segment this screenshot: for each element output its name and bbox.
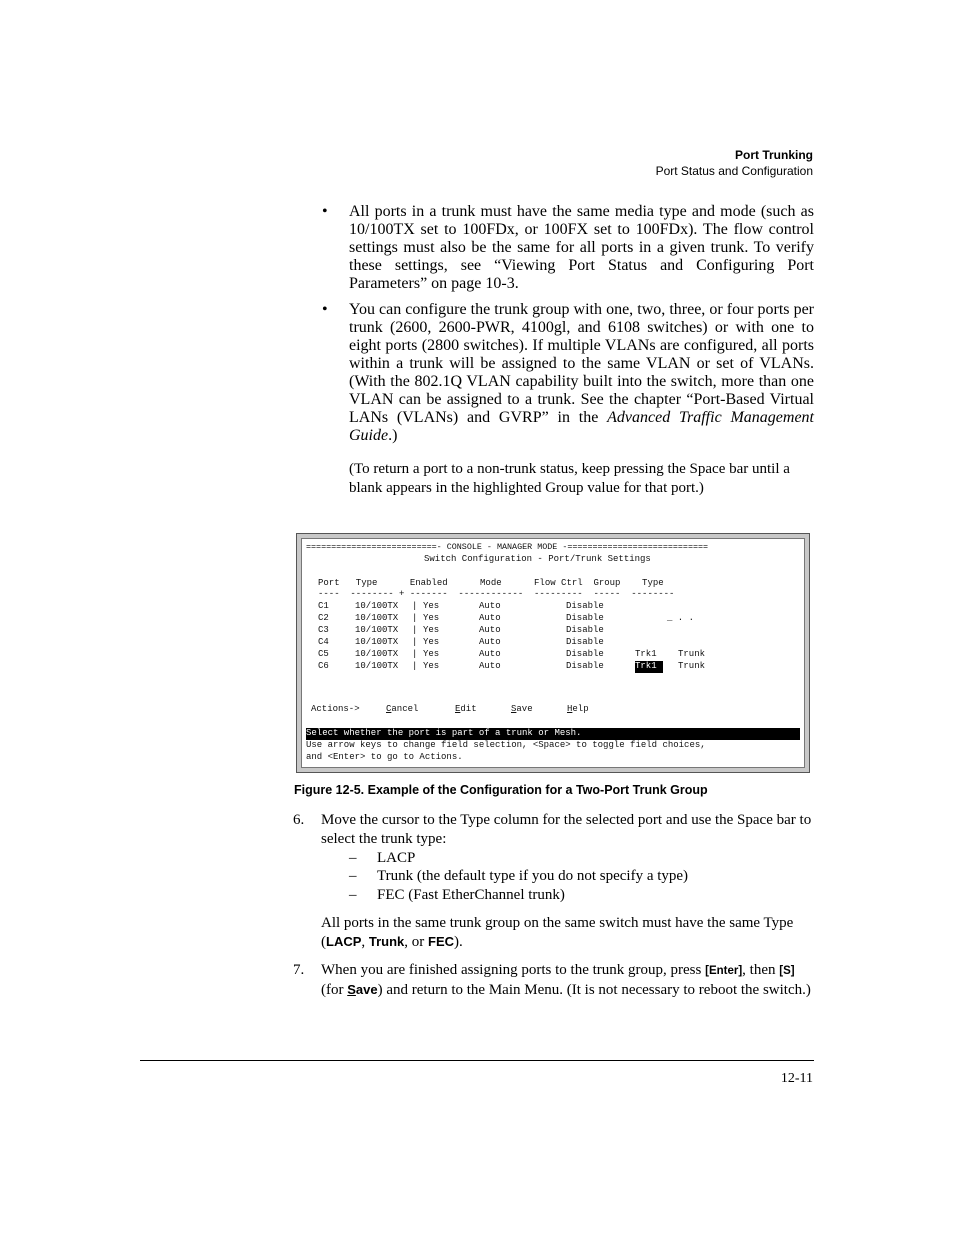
bullet-icon: • — [322, 203, 328, 220]
trunk-type-field[interactable]: Trunk — [678, 649, 706, 659]
console-status-line: Select whether the port is part of a trunk or Mesh. — [306, 728, 800, 740]
running-header-chapter: Port Trunking — [735, 148, 813, 162]
s-key: [S] — [779, 965, 795, 977]
enter-key: [Enter] — [705, 965, 743, 977]
step-6-note: All ports in the same trunk group on the same switch must have the same Type (LACP, Trunk, or FEC). — [321, 915, 794, 950]
group-field-highlighted[interactable]: Trk1 — [635, 661, 663, 673]
cursor-marker: _ . . — [667, 613, 695, 623]
console-subtitle: Switch Configuration - Port/Trunk Settings — [424, 554, 651, 564]
bullet-icon: • — [322, 301, 328, 318]
console-column-headers: Port Type Enabled Mode Flow Ctrl Group Type — [318, 578, 664, 588]
actions-label: Actions-> — [311, 704, 360, 714]
edit-action[interactable]: Edit — [455, 704, 477, 714]
console-title-bar: ==========================- CONSOLE - MANAGER MODE -============================ — [306, 542, 709, 552]
footer-rule — [140, 1060, 814, 1061]
figure-caption: Figure 12-5. Example of the Configuration for a Two-Port Trunk Group — [294, 783, 708, 797]
note-paragraph: (To return a port to a non-trunk status, keep pressing the Space bar until a blank appears in the highlighted Group value for that port.) — [349, 461, 790, 496]
console-screen: ==========================- CONSOLE - MANAGER MODE -============================ Switch Configuration - Port/Trunk Settings Port Type Enabled Mode Flow Ctrl Group Type ---- -------- + ------- ------------ --------- ----- -------- C1 10/100TX | Yes Auto Disable C2 10/100TX | Yes Auto Disable C3 10/100TX | Yes Auto Disable C4 10/100TX | Yes Auto Disable C5 10/100TX | Yes Auto Disable Trk1 Trunk C6 10/100TX | Yes Auto Disable Trk1 Trunk _ . . Actions-> Cancel Edit Save Help Select whether the port is part of a trunk or Mesh. Use arrow keys to change field selection, <Space> to toggle field choices, and <Enter> to go to Actions. — [301, 538, 805, 768]
bullet-text: All ports in a trunk must have the same media type and mode (such as 10/100TX set to 100FDx, or 100FX set to 100FDx). The flow control settings must also be the same for all ports in a given trunk. To verify these settings, see “Viewing Port Status and Configuring Port Parameters” on page 10-3. — [349, 203, 814, 292]
console-help-line: and <Enter> to go to Actions. — [306, 752, 463, 762]
console-screenshot — [296, 533, 810, 773]
bullet-text: You can configure the trunk group with one, two, three, or four ports per trunk (2600, 2600-PWR, 4100gl, and 6108 switches) or with one to eight ports (2800 switches). If multiple VLANs are configured, all ports within a trunk will be assigned to the same VLAN or set of VLANs. (With the 802.1Q VLAN capability built into the switch, more than one VLAN can be assigned to a trunk. See the chapter “Port-Based Virtual LANs (VLANs) and GVRP” in the Advanced Traffic Management Guide.) — [349, 301, 814, 444]
console-help-line: Use arrow keys to change field selection, <Space> to toggle field choices, — [306, 740, 706, 750]
trunk-type-field[interactable]: Trunk — [678, 661, 706, 671]
running-header-section: Port Status and Configuration — [655, 164, 813, 178]
console-column-separator: ---- -------- + ------- ------------ --------- ----- -------- — [318, 589, 675, 599]
save-action[interactable]: Save — [511, 704, 533, 714]
guide-title: Advanced Traffic Management Guide — [349, 409, 814, 444]
cancel-action[interactable]: Cancel — [386, 704, 419, 714]
page-number: 12-11 — [780, 1071, 813, 1086]
help-action[interactable]: Help — [567, 704, 589, 714]
group-field[interactable]: Trk1 — [635, 649, 657, 659]
